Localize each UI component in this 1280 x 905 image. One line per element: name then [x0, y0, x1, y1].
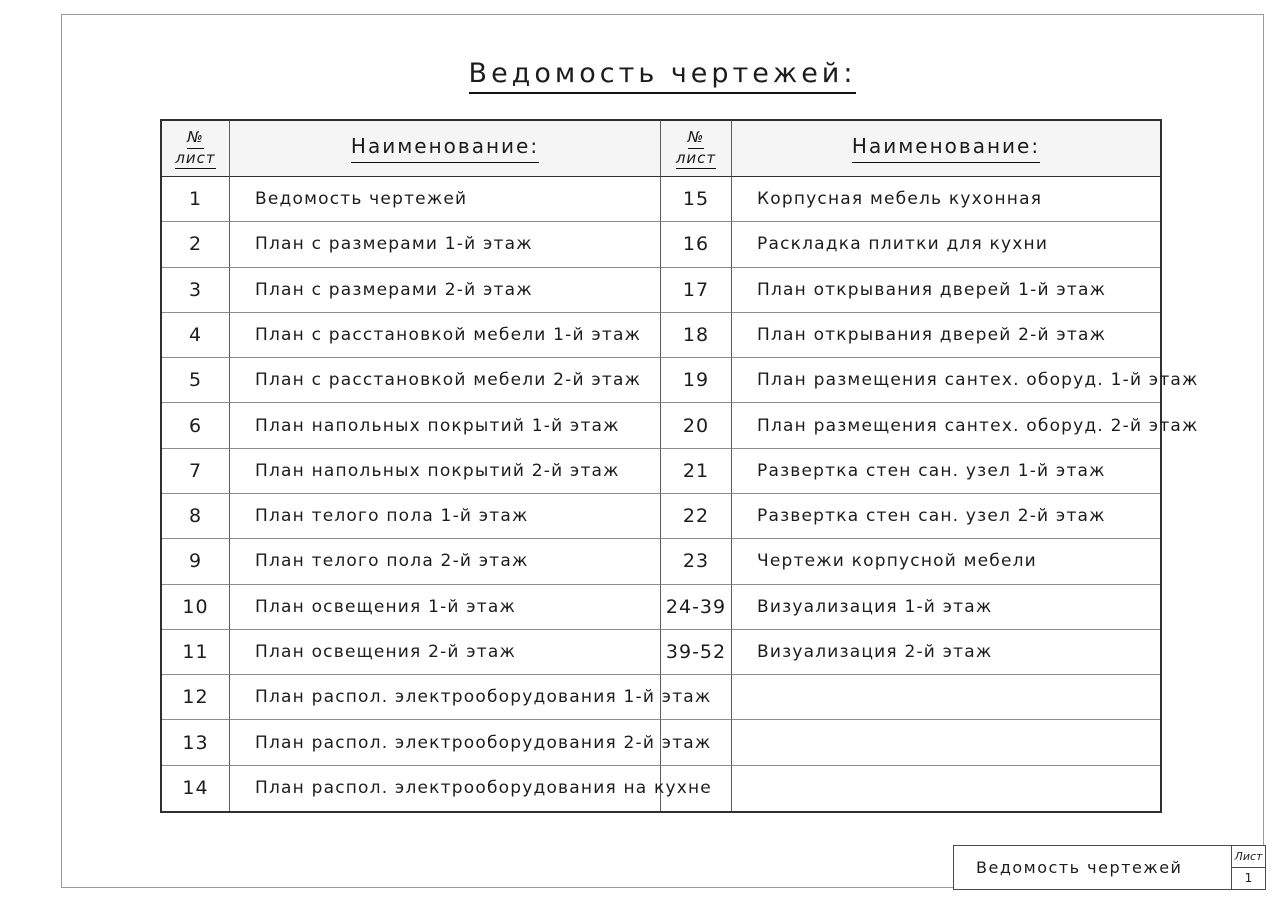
drawing-name-cell: Корпусная мебель кухонная [732, 177, 1160, 222]
drawing-name-cell: План телого пола 1-й этаж [230, 494, 661, 539]
drawing-name-cell: План с расстановкой мебели 2-й этаж [230, 358, 661, 403]
sheet-number-cell: 18 [661, 313, 732, 358]
drawing-name-cell: План освещения 2-й этаж [230, 630, 661, 675]
sheet-number-cell: 8 [162, 494, 230, 539]
drawing-register-table [160, 119, 1199, 813]
sheet-number-cell: 19 [661, 358, 732, 403]
drawing-name-cell: Развертка стен сан. узел 1-й этаж [732, 449, 1160, 494]
sheet-number-cell: 16 [661, 222, 732, 267]
sheet-number-cell: 1 [162, 177, 230, 222]
page-title-text: Ведомость чертежей: [469, 58, 857, 94]
header-num-sublabel: лист [676, 149, 716, 170]
drawing-name-cell: Визуализация 1-й этаж [732, 585, 1160, 630]
page-title [61, 58, 1264, 89]
drawing-name-cell [732, 720, 1160, 765]
sheet-number-cell: 14 [162, 766, 230, 811]
header-num-sublabel: лист [175, 149, 215, 170]
header-name-label: Наименование: [852, 134, 1040, 163]
sheet-number-cell: 4 [162, 313, 230, 358]
column-header-sheet-number-left [162, 121, 230, 177]
drawing-name-cell: План напольных покрытий 2-й этаж [230, 449, 661, 494]
column-header-name-left [230, 121, 661, 177]
sheet-number-cell [661, 766, 732, 811]
sheet-number-cell: 11 [162, 630, 230, 675]
sheet-number-cell: 20 [661, 403, 732, 448]
sheet-number-cell: 39-52 [661, 630, 732, 675]
header-num-label: № [187, 128, 204, 149]
drawing-name-cell: План открывания дверей 2-й этаж [732, 313, 1160, 358]
drawing-name-cell [732, 766, 1160, 811]
sheet-number-cell: 21 [661, 449, 732, 494]
drawing-name-cell: Раскладка плитки для кухни [732, 222, 1160, 267]
sheet-number-cell [661, 675, 732, 720]
drawing-name-cell: План размещения сантех. оборуд. 2-й этаж [732, 403, 1160, 448]
sheet-number-cell: 12 [162, 675, 230, 720]
drawing-name-cell: Визуализация 2-й этаж [732, 630, 1160, 675]
sheet-number-cell: 13 [162, 720, 230, 765]
column-header-sheet-number-right [661, 121, 732, 177]
sheet-number-cell: 23 [661, 539, 732, 584]
drawing-name-cell: План напольных покрытий 1-й этаж [230, 403, 661, 448]
drawing-name-cell [732, 675, 1160, 720]
sheet-number-cell: 5 [162, 358, 230, 403]
title-block [953, 845, 1266, 890]
sheet-number-cell: 22 [661, 494, 732, 539]
sheet-number-cell: 15 [661, 177, 732, 222]
sheet-number-cell: 7 [162, 449, 230, 494]
sheet-number-cell: 3 [162, 268, 230, 313]
drawing-name-cell: План с размерами 2-й этаж [230, 268, 661, 313]
drawing-name-cell: План открывания дверей 1-й этаж [732, 268, 1160, 313]
drawing-name-cell: План с размерами 1-й этаж [230, 222, 661, 267]
drawing-name-cell: Развертка стен сан. узел 2-й этаж [732, 494, 1160, 539]
drawing-name-cell: План распол. электрооборудования на кухне [230, 766, 661, 811]
sheet-number-cell: 2 [162, 222, 230, 267]
drawing-name-cell: План распол. электрооборудования 1-й этаж [230, 675, 661, 720]
sheet-label: Лист [1232, 846, 1265, 868]
drawing-name-cell: План распол. электрооборудования 2-й этаж [230, 720, 661, 765]
sheet-number-cell: 17 [661, 268, 732, 313]
sheet-number-cell: 10 [162, 585, 230, 630]
drawing-name-cell: Ведомость чертежей [230, 177, 661, 222]
title-block-drawing-name: Ведомость чертежей [954, 846, 1232, 889]
sheet-number-cell: 9 [162, 539, 230, 584]
drawing-name-cell: План телого пола 2-й этаж [230, 539, 661, 584]
sheet-number-cell [661, 720, 732, 765]
sheet-number: 1 [1244, 871, 1253, 886]
header-name-label: Наименование: [351, 134, 539, 163]
drawing-name-cell: План с расстановкой мебели 1-й этаж [230, 313, 661, 358]
header-num-label: № [688, 128, 705, 149]
column-header-name-right [732, 121, 1160, 177]
sheet-number-cell: 6 [162, 403, 230, 448]
title-block-sheet-box [1232, 846, 1265, 889]
drawing-name-cell: План освещения 1-й этаж [230, 585, 661, 630]
sheet-number-cell: 24-39 [661, 585, 732, 630]
drawing-name-cell: План размещения сантех. оборуд. 1-й этаж [732, 358, 1160, 403]
drawing-name-cell: Чертежи корпусной мебели [732, 539, 1160, 584]
